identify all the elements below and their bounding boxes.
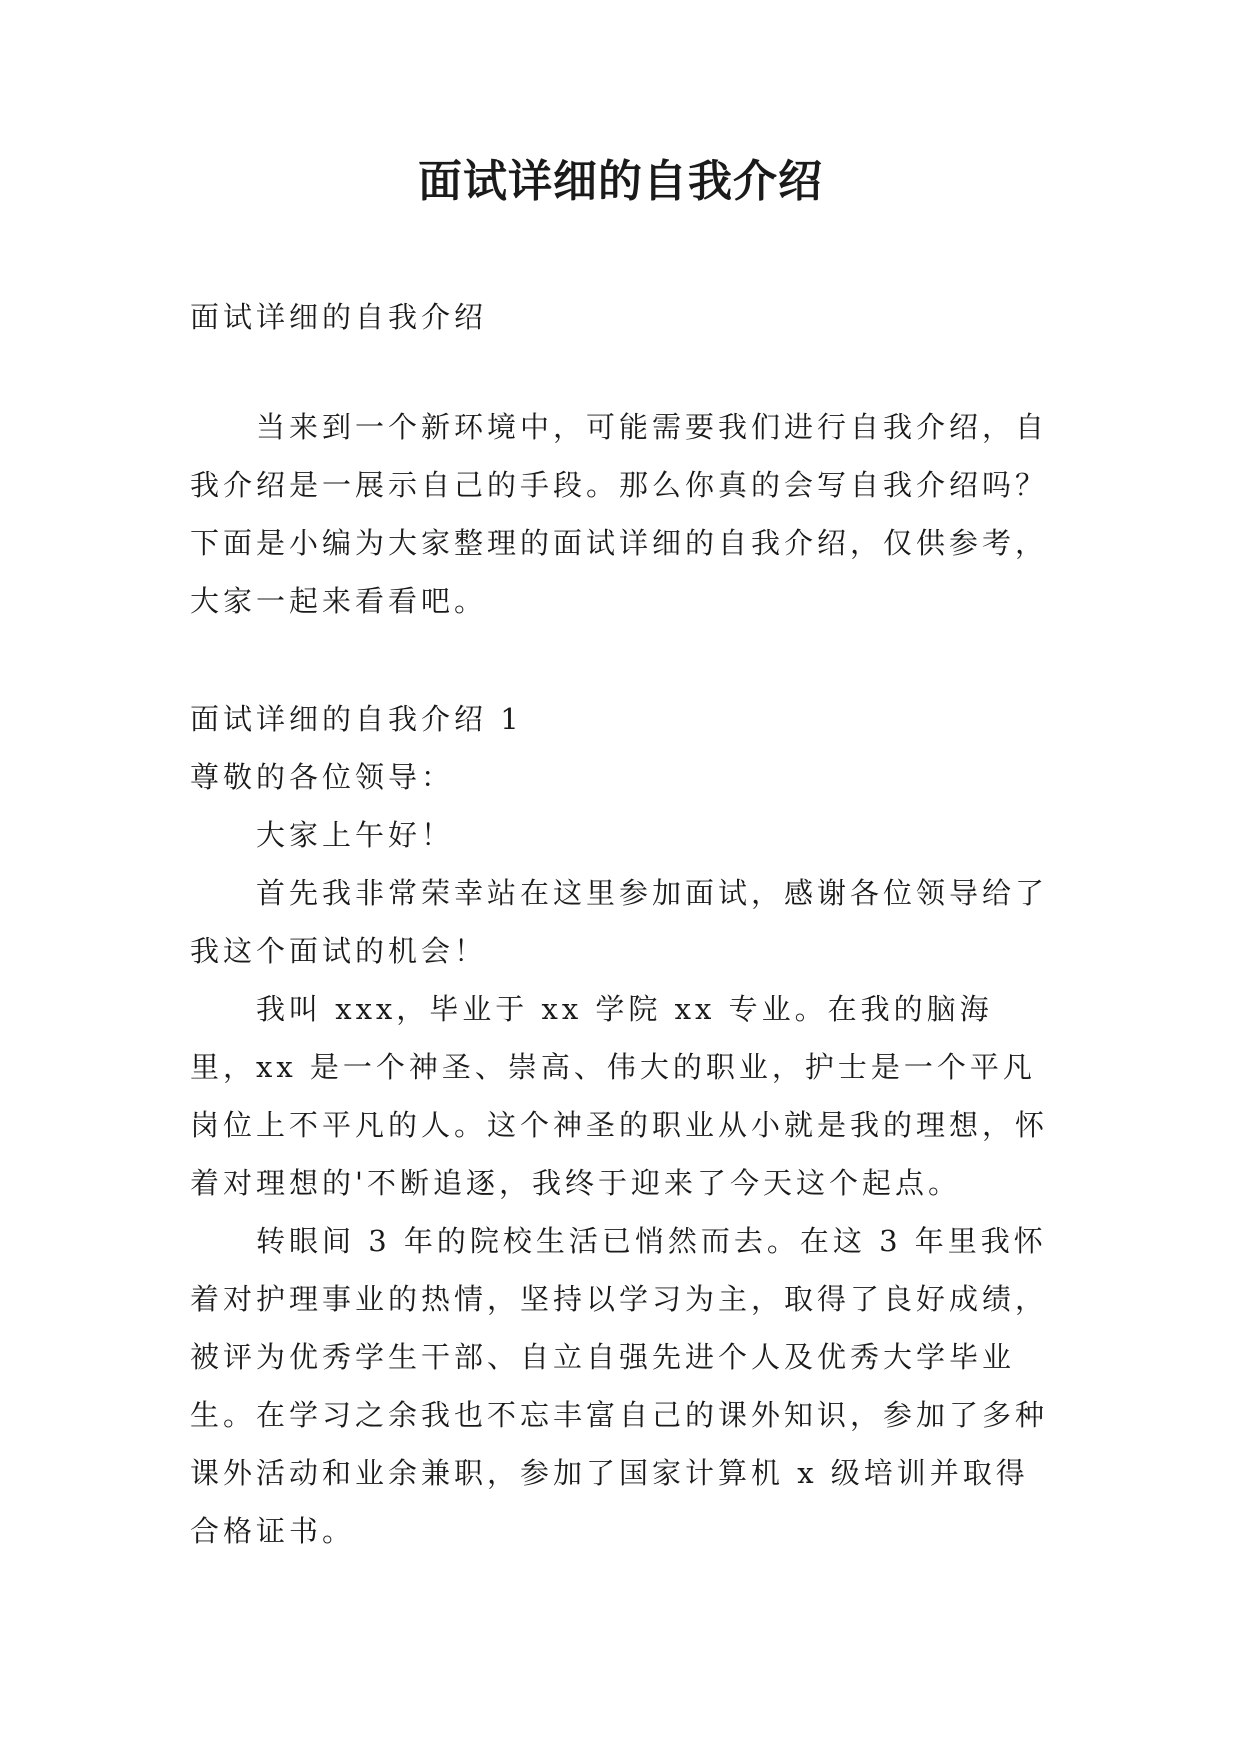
body-paragraph: 首先我非常荣幸站在这里参加面试，感谢各位领导给了我这个面试的机会！ bbox=[190, 876, 1049, 968]
document-title: 面试详细的自我介绍 bbox=[418, 156, 823, 207]
section-heading: 面试详细的自我介绍 1 bbox=[190, 702, 523, 736]
intro-paragraph: 当来到一个新环境中，可能需要我们进行自我介绍，自我介绍是一展示自己的手段。那么你真的会写自我介绍吗？下面是小编为大家整理的面试详细的自我介绍，仅供参考，大家一起来看看吧。 bbox=[190, 410, 1049, 618]
salutation: 尊敬的各位领导： bbox=[190, 760, 455, 794]
document-subtitle: 面试详细的自我介绍 bbox=[190, 300, 488, 334]
body-paragraph: 转眼间 3 年的院校生活已悄然而去。在这 3 年里我怀着对护理事业的热情，坚持以学习为主，取得了良好成绩，被评为优秀学生干部、自立自强先进个人及优秀大学毕业生。在学习之余我也不忘丰富自己的课外知识，参加了多种课外活动和业余兼职，参加了国家计算机 x 级培训并取得合格证书。 bbox=[190, 1224, 1049, 1548]
body-paragraph: 大家上午好！ bbox=[256, 818, 455, 852]
body-paragraph: 我叫 xxx，毕业于 xx 学院 xx 专业。在我的脑海里，xx 是一个神圣、崇高、伟大的职业，护士是一个平凡岗位上不平凡的人。这个神圣的职业从小就是我的理想，怀着对理想的'不断追逐，我终于迎来了今天这个起点。 bbox=[190, 992, 1049, 1200]
letter-body bbox=[190, 806, 1050, 1560]
